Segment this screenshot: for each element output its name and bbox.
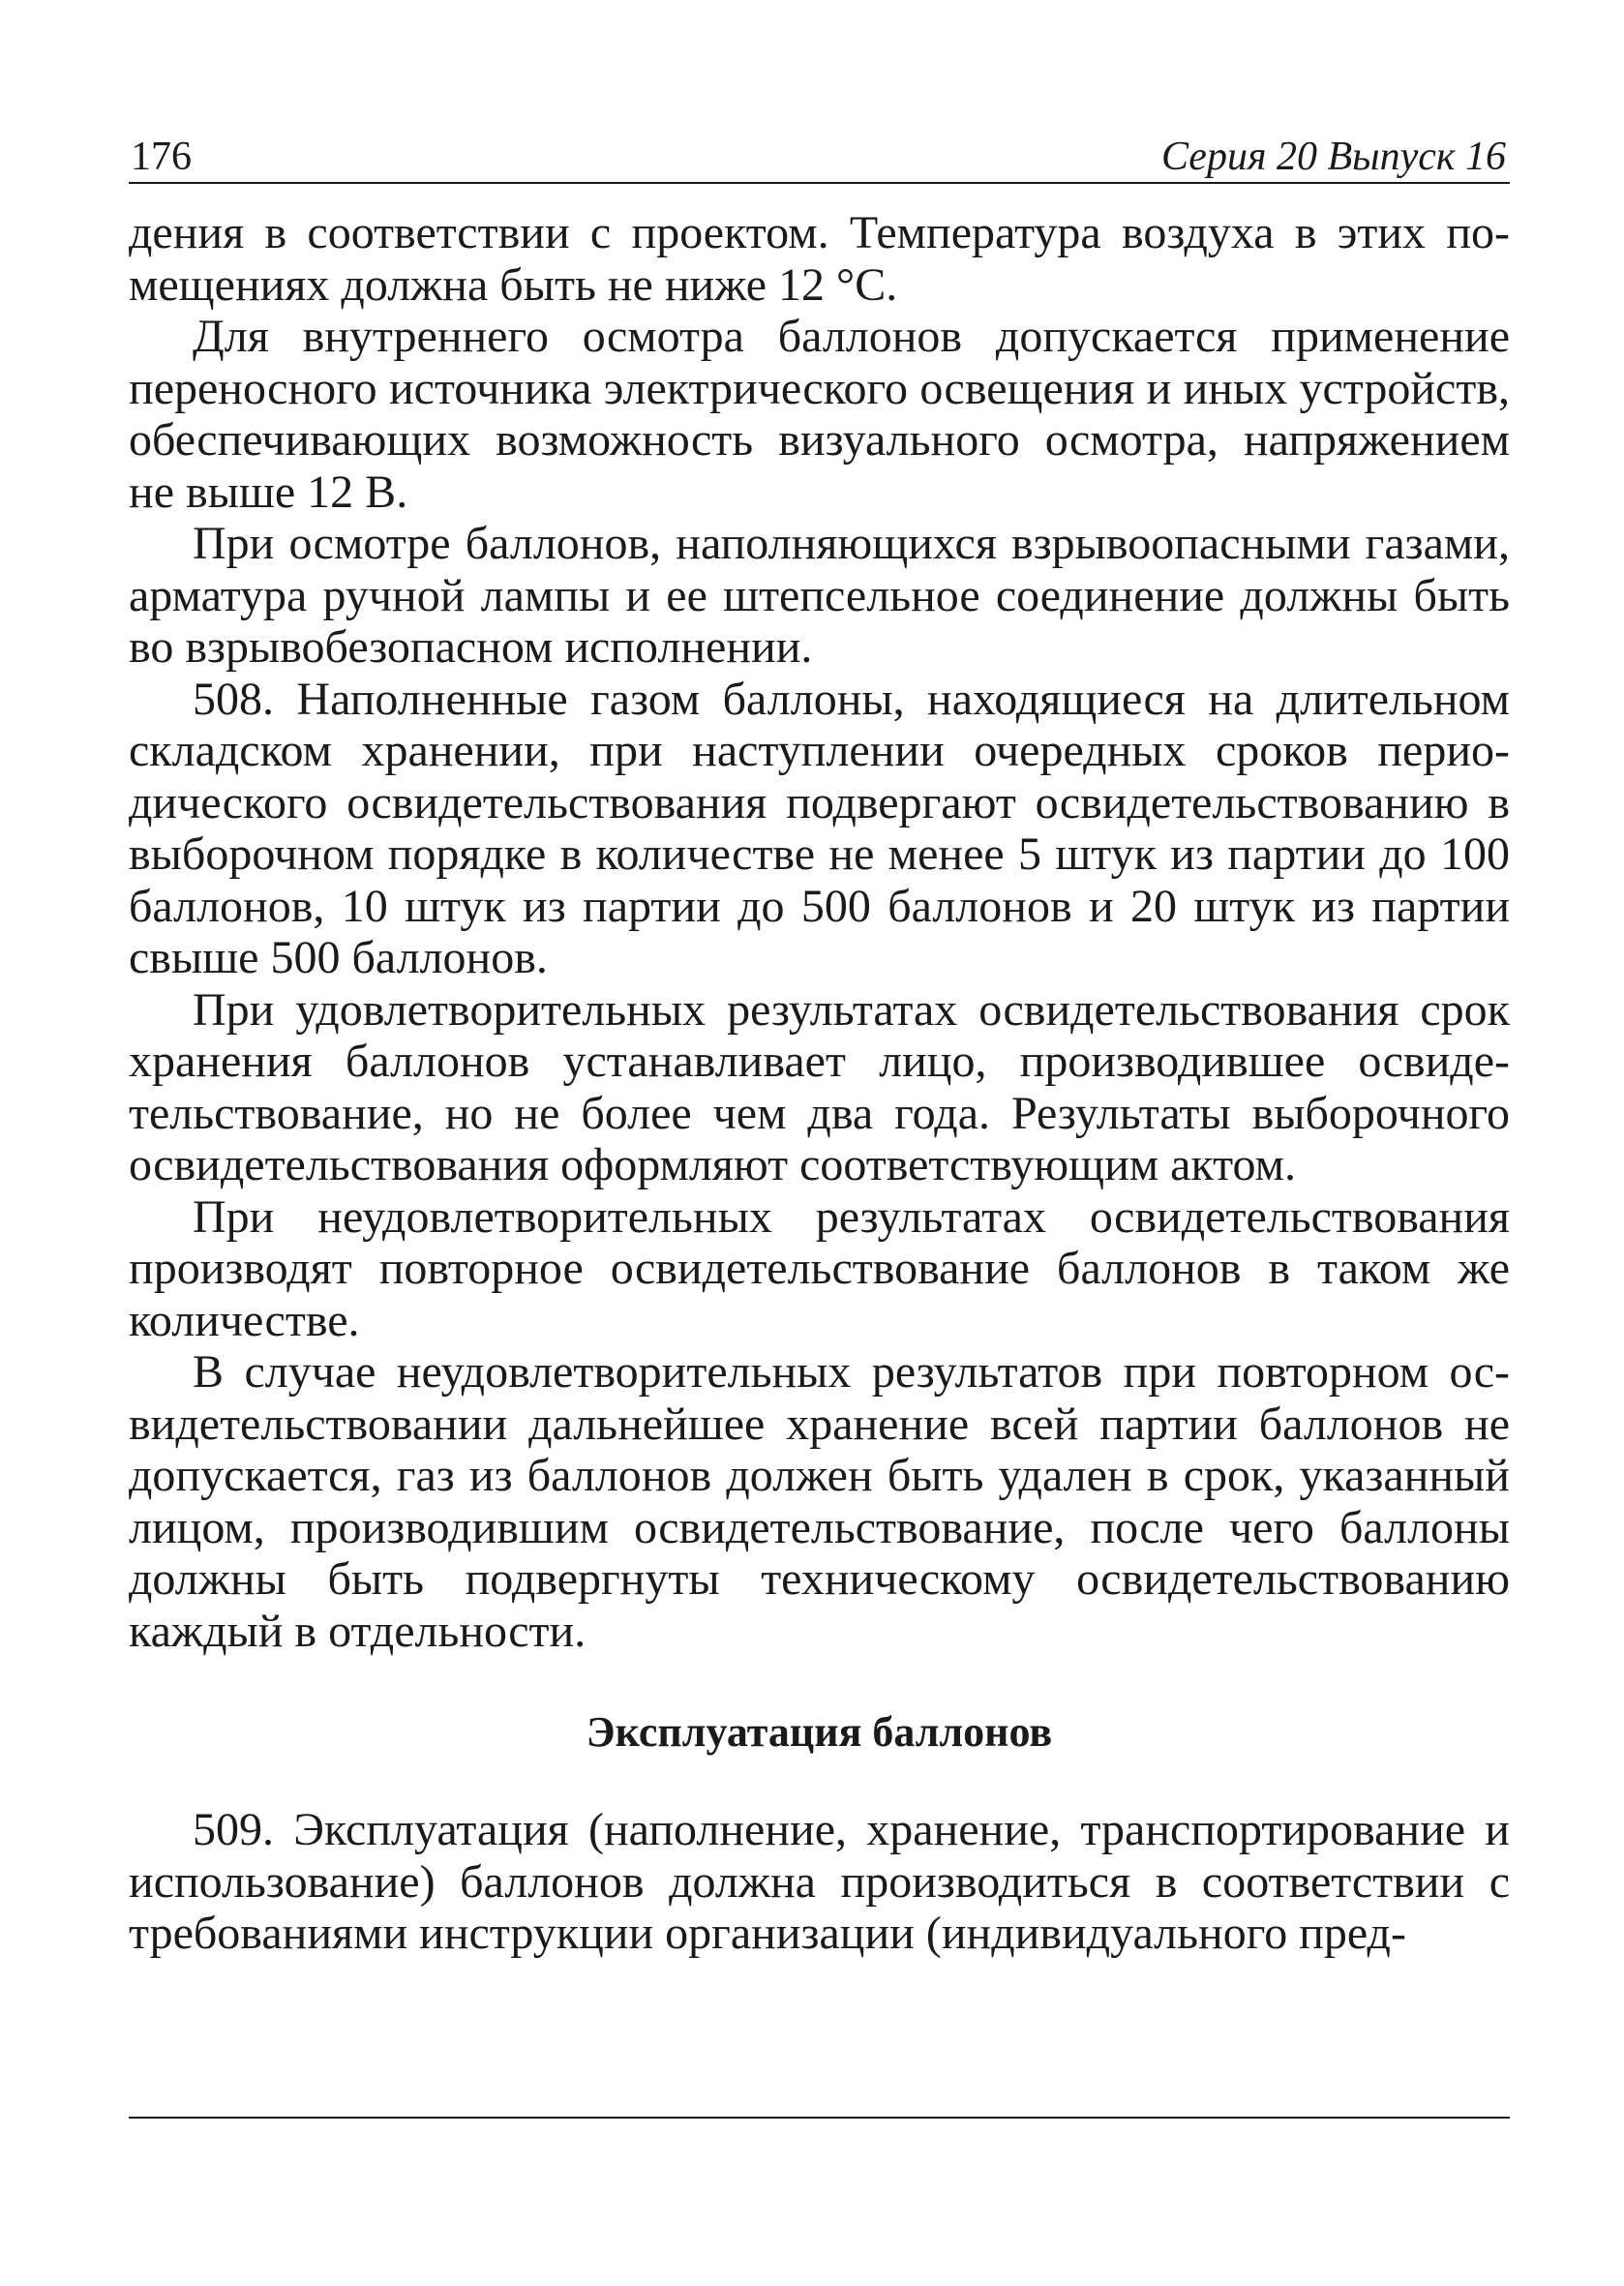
running-title: Серия 20 Выпуск 16 [1161, 135, 1506, 179]
footer-rule [129, 2117, 1510, 2119]
section-heading: Эксплуатация баллонов [586, 1708, 1053, 1756]
page-header [129, 128, 1510, 184]
paragraph-continuation: дения в соответствии с проектом. Температура воздуха в этих помещениях должна быть не ниже 12 °С. [129, 207, 1510, 311]
page-number: 176 [131, 135, 192, 179]
paragraph: При удовлетворительных результатах освидетельствования срок хранения баллонов устанавливает лицо, производившее освидетельствование, но не более чем два года. Результаты выборочного освидетельствования оформляют соответствующим актом. [129, 983, 1510, 1190]
paragraph-item-508: 508. Наполненные газом баллоны, находящиеся на длительном складском хранении, при наступлении очередных сроков периодического освидетельствования подвергают освидетельствованию в выборочном порядке в количестве не менее 5 штук из партии до 100 баллонов, 10 штук из партии до 500 баллонов и 20 штук из партии свыше 500 баллонов. [129, 673, 1510, 983]
paragraph: При неудовлетворительных результатах освидетельствования производят повторное освидетельствование баллонов в таком же количестве. [129, 1190, 1510, 1346]
paragraph: При осмотре баллонов, наполняющихся взрывоопасными газами, арматура ручной лампы и ее штепсельное соединение должны быть во взрывобезопасном исполнении. [129, 518, 1510, 673]
paragraph-item-509: 509. Эксплуатация (наполнение, хранение, транспортирование и использование) баллонов должна производиться в соответствии с требованиями инструкции организации (индивидуального пред- [129, 1804, 1510, 1959]
paragraph: В случае неудовлетворительных результатов при повторном освидетельствовании дальнейшее хранение всей партии баллонов не допускается, газ из баллонов должен быть удален в срок, указанный лицом, производившим освидетельствование, после чего баллоны должны быть подвергнуты техническому освидетельствованию каждый в отдельности. [129, 1346, 1510, 1657]
paragraph: Для внутреннего осмотра баллонов допускается применение переносного источника электрического освещения и иных устройств, обеспечивающих возможность визуального осмотра, напряжением не выше 12 В. [129, 311, 1510, 518]
body-text [129, 207, 1510, 1960]
